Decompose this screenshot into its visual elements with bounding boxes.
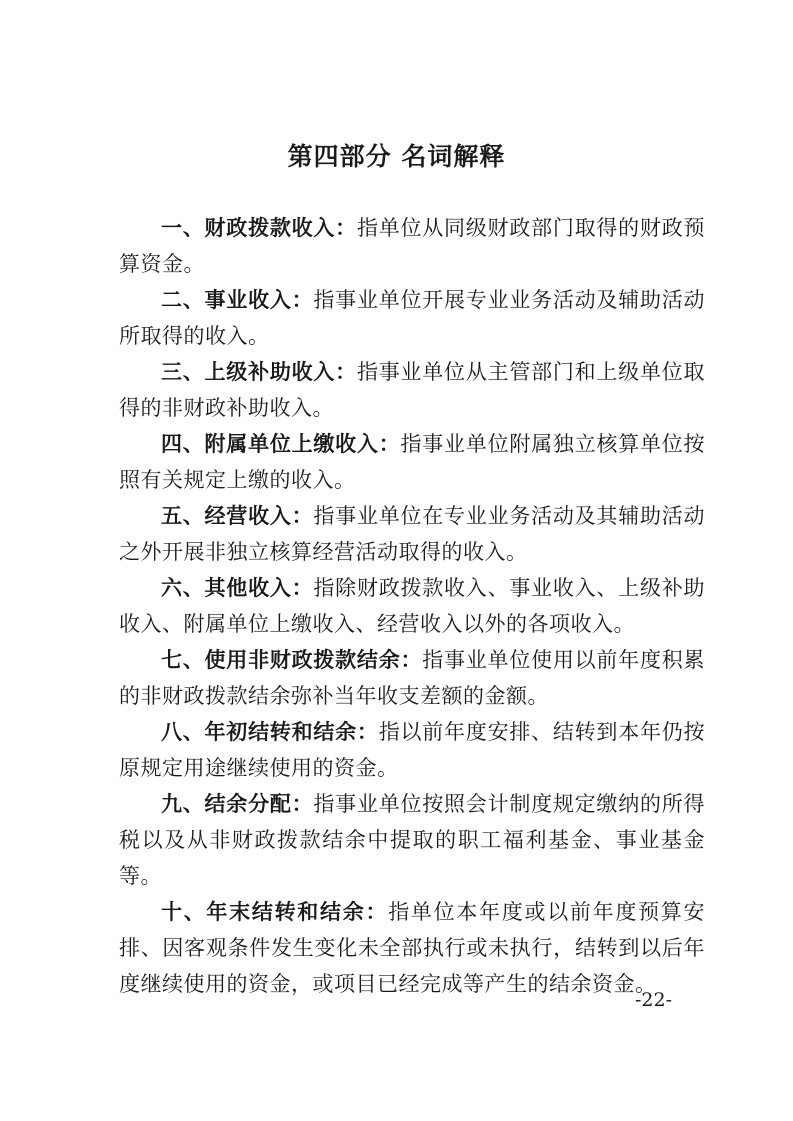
glossary-term: 二、事业收入：: [161, 287, 314, 312]
glossary-term: 四、附属单位上缴收入：: [161, 431, 401, 456]
glossary-entry-7: [119, 642, 705, 714]
glossary-list: [119, 210, 705, 1002]
glossary-term: 九、结余分配：: [161, 791, 314, 816]
glossary-term: 五、经营收入：: [161, 503, 314, 528]
glossary-term: 六、其他收入：: [161, 575, 314, 600]
glossary-entry-6: [119, 570, 705, 642]
glossary-definition: 指单位本年度或以前年度预算安排、因客观条件发生变化未全部执行或未执行，结转到以后年度继续使用的资金，或项目已经完成等产生的结余资金。: [119, 900, 706, 996]
glossary-term: 三、上级补助收入：: [161, 359, 357, 384]
glossary-definition: 指事业单位在专业业务活动及其辅助活动之外开展非独立核算经营活动取得的收入。: [119, 504, 706, 564]
page-number: -22-: [635, 989, 673, 1011]
glossary-entry-4: [119, 426, 705, 498]
glossary-definition: 指以前年度安排、结转到本年仍按原规定用途继续使用的资金。: [119, 720, 706, 780]
glossary-entry-5: [119, 498, 705, 570]
glossary-definition: 指事业单位从主管部门和上级单位取得的非财政补助收入。: [119, 360, 705, 420]
glossary-entry-9: [119, 786, 705, 894]
glossary-term: 八、年初结转和结余：: [161, 719, 379, 744]
glossary-definition: 指单位从同级财政部门取得的财政预算资金。: [119, 216, 705, 276]
glossary-term: 一、财政拨款收入：: [161, 215, 357, 240]
glossary-definition: 指事业单位附属独立核算单位按照有关规定上缴的收入。: [119, 432, 706, 492]
page-title: 第四部分 名词解释: [287, 142, 506, 171]
glossary-term: 七、使用非财政拨款结余：: [161, 647, 423, 672]
glossary-definition: 指除财政拨款收入、事业收入、上级补助收入、附属单位上缴收入、经营收入以外的各项收入。: [119, 576, 706, 636]
glossary-definition: 指事业单位按照会计制度规定缴纳的所得税以及从非财政拨款结余中提取的职工福利基金、事业基金等。: [119, 792, 706, 888]
glossary-term: 十、年末结转和结余：: [161, 899, 389, 924]
glossary-entry-1: [119, 210, 705, 282]
glossary-entry-2: [119, 282, 705, 354]
glossary-entry-3: [119, 354, 705, 426]
glossary-entry-10: [119, 894, 705, 1002]
glossary-definition: 指事业单位使用以前年度积累的非财政拨款结余弥补当年收支差额的金额。: [119, 648, 705, 708]
glossary-definition: 指事业单位开展专业业务活动及辅助活动所取得的收入。: [119, 288, 706, 348]
glossary-entry-8: [119, 714, 705, 786]
